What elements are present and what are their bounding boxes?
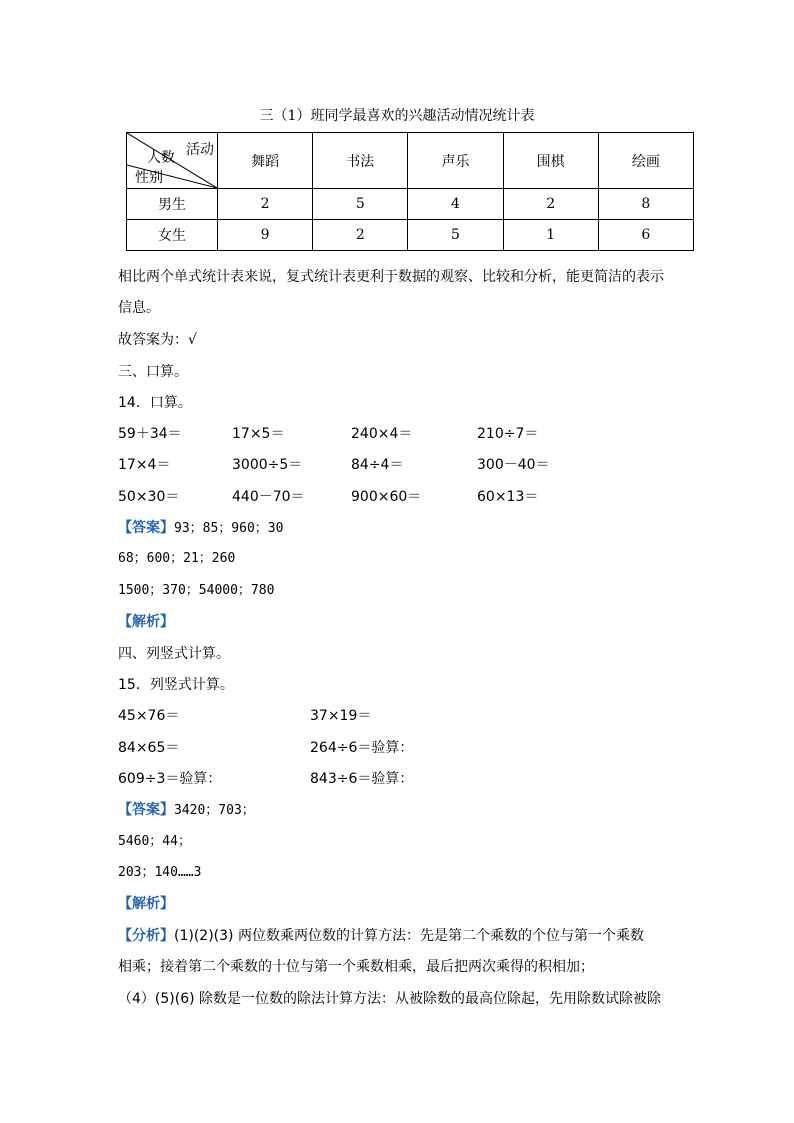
q14-item: 3000÷5＝ xyxy=(232,457,303,473)
analysis-line-2: 相乘；接着第二个乘数的十位与第一个乘数相乘，最后把两次乘得的积相加； xyxy=(118,959,594,975)
q15-answer-line-1 xyxy=(118,800,255,821)
q15-item: 843÷6＝验算： xyxy=(310,771,414,787)
q15-item: 45×76＝ xyxy=(118,708,180,724)
question-14-title: 14．口算。 xyxy=(118,395,192,411)
answer-tag: 【答案】 xyxy=(118,802,174,818)
q14-item: 50×30＝ xyxy=(118,489,180,505)
table-cell: 2 xyxy=(503,189,598,220)
explanation-line-1: 相比两个单式统计表来说，复式统计表更利于数据的观察、比较和分析，能更简洁的表示 xyxy=(118,269,664,285)
check-mark: √ xyxy=(188,332,197,348)
section-heading-3: 三、口算。 xyxy=(118,364,188,380)
table-cell: 2 xyxy=(218,189,313,220)
q15-analysis-tag: 【解析】 xyxy=(118,896,174,912)
q14-item: 300－40＝ xyxy=(477,457,550,473)
q14-answer-line-3: 1500；370；54000；780 xyxy=(118,583,275,598)
q14-answer-line-2: 68；600；21；260 xyxy=(118,551,236,566)
answer-values: 3420；703； xyxy=(174,803,255,818)
column-header: 舞蹈 xyxy=(218,133,313,189)
column-header: 绘画 xyxy=(598,133,693,189)
q14-answer-line-1 xyxy=(118,518,283,539)
analysis-tag: 【分析】 xyxy=(118,928,174,944)
q15-item: 264÷6＝验算： xyxy=(310,740,414,756)
analysis-line-3: （4）(5)(6) 除数是一位数的除法计算方法：从被除数的最高位除起，先用除数试除被除 xyxy=(118,991,662,1007)
answer-tag: 【答案】 xyxy=(118,520,174,536)
q15-item: 37×19＝ xyxy=(310,708,372,724)
q14-item: 240×4＝ xyxy=(351,426,413,442)
row-label: 男生 xyxy=(127,189,218,220)
answer-values: 93；85；960；30 xyxy=(174,521,284,536)
table-row xyxy=(127,189,694,220)
stats-table xyxy=(126,132,694,251)
q15-answer-line-3: 203；140……3 xyxy=(118,865,202,880)
column-header: 书法 xyxy=(313,133,408,189)
column-header: 声乐 xyxy=(408,133,503,189)
q14-item: 17×5＝ xyxy=(232,426,285,442)
question-15-title: 15．列竖式计算。 xyxy=(118,677,234,693)
q14-item: 84÷4＝ xyxy=(351,457,404,473)
table-header-row xyxy=(127,133,694,189)
table-caption: 三（1）班同学最喜欢的兴趣活动情况统计表 xyxy=(259,108,535,124)
table-cell: 1 xyxy=(503,220,598,251)
section-heading-4: 四、列竖式计算。 xyxy=(118,646,230,662)
q14-item: 17×4＝ xyxy=(118,457,171,473)
table-row xyxy=(127,220,694,251)
corner-label-gender: 性别 xyxy=(135,170,163,186)
answer-line xyxy=(118,330,197,350)
analysis-text: (1)(2)(3) 两位数乘两位数的计算方法：先是第二个乘数的个位与第一个乘数 xyxy=(174,928,644,944)
q15-item: 84×65＝ xyxy=(118,740,180,756)
table-cell: 6 xyxy=(598,220,693,251)
table-cell: 4 xyxy=(408,189,503,220)
row-label: 女生 xyxy=(127,220,218,251)
corner-label-count: 人数 xyxy=(147,150,175,166)
diagonal-header-cell xyxy=(127,133,218,189)
corner-label-activity: 活动 xyxy=(186,142,214,158)
table-cell: 9 xyxy=(218,220,313,251)
q14-item: 60×13＝ xyxy=(477,489,539,505)
q14-item: 210÷7＝ xyxy=(477,426,539,442)
q14-item: 440－70＝ xyxy=(232,489,305,505)
q15-answer-line-2: 5460；44； xyxy=(118,834,191,849)
q15-item: 609÷3＝验算： xyxy=(118,771,222,787)
table-cell: 5 xyxy=(408,220,503,251)
table-cell: 2 xyxy=(313,220,408,251)
answer-prefix: 故答案为： xyxy=(118,332,188,348)
table-cell: 5 xyxy=(313,189,408,220)
explanation-line-2: 信息。 xyxy=(118,300,160,316)
q14-analysis-tag: 【解析】 xyxy=(118,614,174,630)
column-header: 围棋 xyxy=(503,133,598,189)
q14-item: 59＋34＝ xyxy=(118,426,182,442)
table-cell: 8 xyxy=(598,189,693,220)
q14-item: 900×60＝ xyxy=(351,489,422,505)
analysis-line-1 xyxy=(118,926,644,946)
